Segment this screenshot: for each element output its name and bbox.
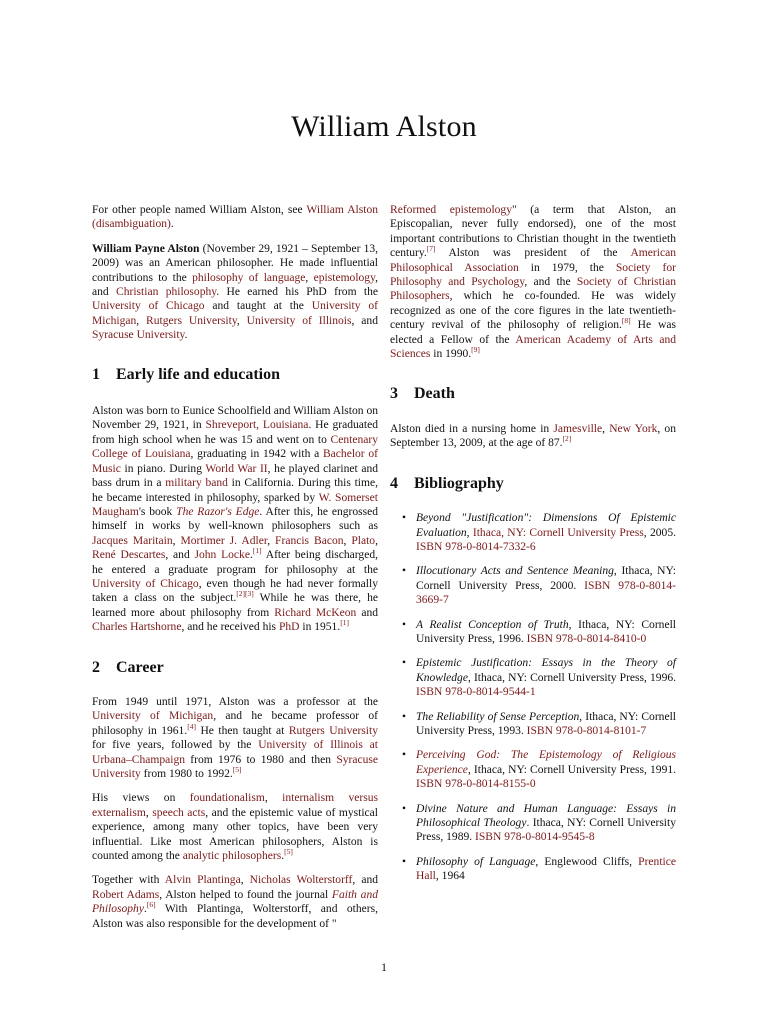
isbn-link[interactable]: ISBN 978-0-8014-9545-8 — [475, 831, 595, 844]
link-american-academy[interactable]: American Academy of Arts and Sciences — [390, 333, 676, 361]
link-world-war-ii[interactable]: World War II — [205, 462, 268, 475]
link-mortimer-adler[interactable]: Mortimer J. Adler — [180, 534, 268, 547]
citation-ref[interactable]: [1] — [340, 618, 349, 628]
isbn-link[interactable]: ISBN 978-0-8014-8155-0 — [416, 778, 536, 791]
link-military-band[interactable]: military band — [165, 477, 228, 490]
link-university-of-chicago-2[interactable]: University of Chicago — [92, 577, 199, 590]
isbn-link[interactable]: ISBN 978-0-8014-9544-1 — [416, 686, 536, 699]
link-internalism-externalism[interactable]: internalism versus externalism — [92, 792, 379, 819]
list-item: • Perceiving God: The Epistemology of Religious Experience, Ithaca, NY: Cornell University Press, 1991. ISBN 978-0-8014-8155-0 — [402, 749, 676, 791]
link-john-locke[interactable]: John Locke — [194, 549, 250, 562]
hatnote: For other people named William Alston, see William Alston (disambiguation). — [92, 204, 379, 231]
section-heading-bibliography: 4 Bibliography — [390, 474, 504, 492]
link-university-of-illinois[interactable]: University of Illinois — [246, 314, 352, 327]
citation-ref[interactable]: [2] — [236, 589, 246, 599]
section-heading-career: 2 Career — [92, 658, 164, 676]
career-paragraph-3-start: Together with Alvin Plantinga, Nicholas Wolterstorff, and Robert Adams, Alston helped to found the journal Faith and Philosophy.[6] With Plantinga, Wolterstorff, and others, Alston was also responsible for the development of " — [92, 874, 378, 930]
link-jacques-maritain[interactable]: Jacques Maritain — [92, 534, 173, 547]
early-life-paragraph: Alston was born to Eunice Schoolfield and William Alston on November 29, 1921, in Shreveport, Louisiana. He graduated from high school when he was 15 and went on to Centenary College of Louisiana, graduating in 1942 with a Bachelor of Music in piano. During World War II, he played clarinet and bass drum in a military band in California. During this time, he became interested in philosophy, sparked by W. Somerset Maugham's book The Razor's Edge. After this, he engrossed himself in works by well-known philosophers such as Jacques Maritain, Mortimer J. Adler, Francis Bacon, Plato, René Descartes, and John Locke.[1] After being discharged, he entered a graduate program for philosophy at the University of Chicago, even though he had never formally taken a class on the subject.[2][3] While he was there, he learned more about philosophy from Richard McKeon and Charles Hartshorne, and he received his PhD in 1951.[1] — [92, 405, 379, 634]
link-faith-and-philosophy[interactable]: Faith and Philosophy — [92, 888, 378, 916]
link-society-christian-philosophers[interactable]: Society of Christian Philosophers — [390, 276, 676, 303]
link-perceiving-god[interactable]: Perceiving God: The Epistemology of Religious Experience — [416, 749, 676, 776]
link-charles-hartshorne[interactable]: Charles Hartshorne — [92, 621, 182, 634]
bibliography-list — [390, 511, 676, 884]
list-item: • The Reliability of Sense Perception, Ithaca, NY: Cornell University Press, 1993. ISBN 978-0-8014-8101-7 — [402, 710, 676, 737]
link-christian-philosophy[interactable]: Christian philosophy — [116, 286, 217, 299]
page-title: William Alston — [291, 110, 477, 143]
link-university-of-michigan[interactable]: University of Michigan — [92, 300, 378, 327]
link-syracuse-university-2[interactable]: Syracuse University — [92, 753, 378, 780]
link-shreveport[interactable]: Shreveport, Louisiana — [205, 419, 309, 432]
link-new-york[interactable]: New York — [609, 422, 658, 435]
link-american-philosophical-association[interactable]: American Philosophical Association — [390, 247, 676, 274]
link-speech-acts[interactable]: speech acts — [152, 806, 206, 819]
link-philosophy-of-language[interactable]: philosophy of language — [192, 271, 306, 284]
section-heading-death: 3 Death — [390, 385, 455, 403]
link-prentice-hall[interactable]: Prentice Hall — [416, 855, 676, 883]
citation-ref[interactable]: [7] — [426, 244, 436, 254]
link-richard-mckeon[interactable]: Richard McKeon — [274, 606, 357, 619]
link-bachelor-of-music[interactable]: Bachelor of Music — [92, 448, 379, 475]
link-university-of-michigan-2[interactable]: University of Michigan — [92, 710, 214, 723]
link-rutgers-university-2[interactable]: Rutgers University — [288, 724, 378, 737]
left-column — [92, 203, 378, 931]
link-robert-adams[interactable]: Robert Adams — [92, 888, 160, 901]
list-item: • Illocutionary Acts and Sentence Meaning, Ithaca, NY: Cornell University Press, 2000. ISBN 978-0-8014-3669-7 — [402, 565, 677, 607]
link-plato[interactable]: Plato — [351, 534, 376, 547]
career-paragraph-3-continued: Reformed epistemology" (a term that Alston, an Episcopalian, never fully endorsed), one of the most important contributions to Christian thought in the twentieth century.[7] Alston was president of the American Philosophical Association in 1979, the Society for Philosophy and Psychology, and the Society of Christian Philosophers, which he co-founded. He was widely recognized as one of the core figures in the late twentieth-century revival of the philosophy of religion.[8] He was elected a Fellow of the American Academy of Arts and Sciences in 1990.[9] — [390, 204, 676, 361]
list-item: • Divine Nature and Human Language: Essays in Philosophical Theology. Ithaca, NY: Cornell University Press, 1989. ISBN 978-0-8014-9545-8 — [402, 802, 676, 844]
citation-ref[interactable]: [3] — [245, 589, 254, 599]
intro-paragraph: William Payne Alston (November 29, 1921 – September 13, 2009) was an American philosopher. He made influential contributions to the philosophy of language, epistemology, and Christian philosophy. He earned his PhD from the University of Chicago and taught at the University of Michigan, Rutgers University, University of Illinois, and Syracuse University. — [92, 242, 379, 342]
link-epistemology[interactable]: epistemology — [313, 271, 376, 284]
link-razors-edge[interactable]: The Razor's Edge — [176, 505, 260, 518]
link-analytic-philosophers[interactable]: analytic philosophers — [182, 850, 282, 863]
link-uiuc[interactable]: University of Illinois at Urbana–Champaign — [92, 739, 379, 766]
isbn-link[interactable]: ISBN 978-0-8014-8410-0 — [526, 632, 647, 645]
section-heading-early-life: 1 Early life and education — [92, 365, 281, 383]
career-paragraph-2: His views on foundationalism, internalism versus externalism, speech acts, and the epistemic value of mystical experience, among many other topics, have been very influential. Like most American philosophers, Alston is counted among the analytic philosophers.[5] — [92, 792, 379, 863]
link-society-philosophy-psychology[interactable]: Society for Philosophy and Psychology — [390, 261, 676, 289]
citation-ref[interactable]: [8] — [621, 316, 631, 326]
isbn-link[interactable]: ISBN 978-0-8014-3669-7 — [416, 579, 676, 607]
link-centenary-college[interactable]: Centenary College of Louisiana — [92, 433, 378, 461]
citation-ref[interactable]: [2] — [562, 434, 572, 444]
link-nicholas-wolterstorff[interactable]: Nicholas Wolterstorff — [249, 874, 353, 887]
right-column — [390, 203, 676, 894]
list-item: • A Realist Conception of Truth, Ithaca, NY: Cornell University Press, 1996. ISBN 978-0-8014-8410-0 — [402, 618, 676, 645]
list-item: • Epistemic Justification: Essays in the Theory of Knowledge, Ithaca, NY: Cornell University Press, 1996. ISBN 978-0-8014-9544-1 — [402, 657, 676, 699]
link-foundationalism[interactable]: foundationalism — [189, 792, 265, 805]
link-francis-bacon[interactable]: Francis Bacon — [275, 534, 344, 547]
career-paragraph-1: From 1949 until 1971, Alston was a professor at the University of Michigan, and he became professor of philosophy in 1961.[4] He then taught at Rutgers University for five years, followed by the University of Illinois at Urbana–Champaign from 1976 to 1980 and then Syracuse University from 1980 to 1992.[5] — [92, 695, 379, 780]
citation-ref[interactable]: [5] — [284, 847, 293, 857]
link-reformed-epistemology[interactable]: Reformed epistemology — [390, 204, 512, 216]
list-item: • Philosophy of Language, Englewood Cliffs, Prentice Hall, 1964 — [402, 855, 676, 883]
link-publisher[interactable]: Ithaca, NY: Cornell University Press — [472, 526, 644, 539]
link-rene-descartes[interactable]: René Descartes — [92, 549, 166, 562]
citation-ref[interactable]: [1] — [252, 546, 262, 556]
link-jamesville[interactable]: Jamesville — [553, 422, 603, 435]
link-rutgers-university[interactable]: Rutgers University — [146, 314, 237, 327]
isbn-link[interactable]: ISBN 978-0-8014-8101-7 — [526, 724, 647, 737]
link-somerset-maugham[interactable]: W. Somerset Maugham — [92, 491, 379, 518]
death-paragraph: Alston died in a nursing home in Jamesville, New York, on September 13, 2009, at the age of 87.[2] — [390, 422, 676, 450]
link-phd[interactable]: PhD — [278, 621, 300, 634]
citation-ref[interactable]: [5] — [232, 765, 242, 775]
link-syracuse-university[interactable]: Syracuse University — [92, 329, 185, 342]
list-item: • Beyond "Justification": Dimensions Of Epistemic Evaluation, Ithaca, NY: Cornell University Press, 2005. ISBN 978-0-8014-7332-6 — [402, 512, 676, 553]
citation-ref[interactable]: [6] — [146, 900, 156, 910]
isbn-link[interactable]: ISBN 978-0-8014-7332-6 — [416, 540, 536, 553]
link-university-of-chicago[interactable]: University of Chicago — [92, 300, 205, 313]
page-number: 1 — [381, 960, 387, 974]
link-alvin-plantinga[interactable]: Alvin Plantinga — [164, 874, 241, 887]
disambiguation-link[interactable]: William Alston (disambiguation) — [92, 204, 379, 231]
subject-name: William Payne Alston — [92, 242, 200, 255]
citation-ref[interactable]: [4] — [187, 721, 196, 731]
citation-ref[interactable]: [9] — [471, 345, 480, 355]
